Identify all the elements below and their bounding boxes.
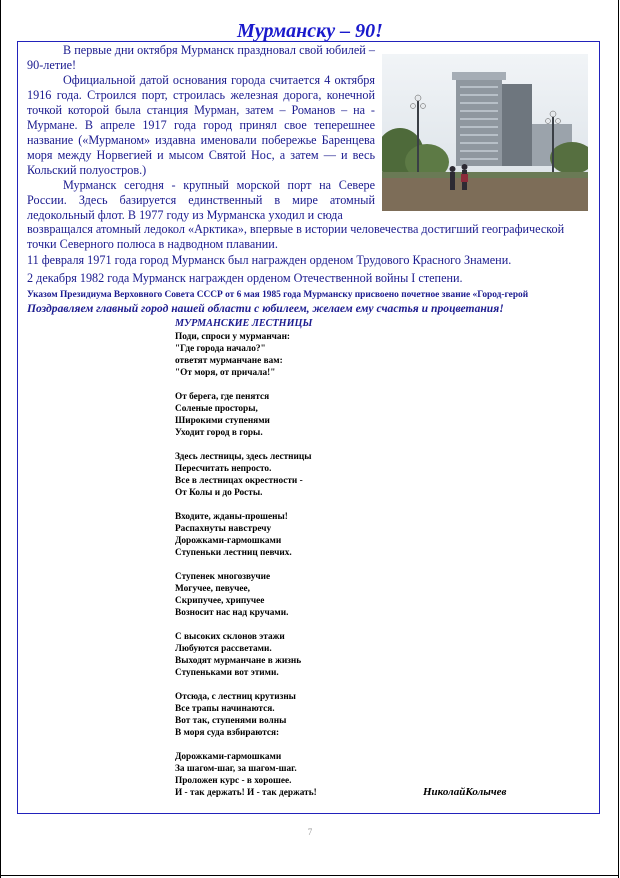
page-border-left bbox=[0, 0, 1, 878]
poem-line: "От моря, от причала!" bbox=[175, 368, 276, 378]
poem-line: Проложен курс - в хорошее. bbox=[175, 776, 292, 786]
city-photo bbox=[382, 54, 588, 211]
poem-line: Входите, жданы-прошены! bbox=[175, 512, 288, 522]
poem-title: МУРМАНСКИЕ ЛЕСТНИЦЫ bbox=[175, 318, 313, 329]
poem-line: Распахнуты навстречу bbox=[175, 524, 272, 534]
poem-line: Уходит город в горы. bbox=[175, 428, 263, 438]
arctic-line-2: точки Северного полюса в надводном плавании. bbox=[27, 237, 278, 251]
poem-line: За шагом-шаг, за шагом-шаг. bbox=[175, 764, 297, 774]
article-title: Мурманску – 90! bbox=[237, 20, 383, 42]
poem-line: Широкими ступенями bbox=[175, 416, 270, 426]
poem-line: Все трапы начинаются. bbox=[175, 704, 275, 714]
poem-stanza bbox=[175, 631, 415, 679]
poem-line: Скрипучее, хрипучее bbox=[175, 596, 265, 606]
poem-author: НиколайКолычев bbox=[423, 786, 507, 798]
poem-line: В моря суда взбираются: bbox=[175, 728, 280, 738]
arctic-line-1: возвращался атомный ледокол «Арктика», впервые в истории человечества достигший географической bbox=[27, 222, 565, 236]
poem-line: Ступеньки лестниц певчих. bbox=[175, 548, 292, 558]
poem-stanza bbox=[175, 451, 415, 499]
poem-stanza bbox=[175, 331, 415, 379]
arctic-lines bbox=[27, 222, 603, 252]
poem-line: Поди, спроси у мурманчан: bbox=[175, 332, 291, 342]
poem-line: Отсюда, с лестниц крутизны bbox=[175, 692, 296, 702]
poem-line: От Колы и до Росты. bbox=[175, 488, 263, 498]
poem-stanza bbox=[175, 391, 415, 439]
poem-line: Любуются рассветами. bbox=[175, 644, 272, 654]
poem-line: ответят мурманчане вам: bbox=[175, 356, 283, 366]
paragraph-founding: Официальной датой основания города считается 4 октября 1916 года. Строился порт, строилась железная дорога, конечной точкой которой была станция Мурман, затем – Романов – на - Мурмане. В апреле 1917 года город принял свое теперешнее название («Мурманом» издавна именовали побережье Баренцева моря между Норвегией и мысом Святой Нос, а затем — и весь Кольский полуостров.) bbox=[27, 73, 375, 177]
poem-line: "Где города начало?" bbox=[175, 344, 266, 354]
poem-line: От берега, где пенятся bbox=[175, 392, 270, 402]
poem-line: Выходят мурманчане в жизнь bbox=[175, 656, 302, 666]
congratulations-line: Поздравляем главный город нашей области с юбилеем, желаем ему счастья и процветания! bbox=[27, 302, 504, 315]
poem-line: Соленые просторы, bbox=[175, 404, 258, 414]
paragraph-today: Мурманск сегодня - крупный морской порт на Севере России. Здесь базируется единственный в мире атомный ледокольный флот. В 1977 году из Мурманска уходил и сюда bbox=[27, 178, 375, 222]
page-border-bottom bbox=[0, 875, 619, 876]
hero-city-decree-line: Указом Президиума Верховного Совета СССР от 6 мая 1985 года Мурманску присвоено почетное звание «Город-герой bbox=[27, 290, 529, 300]
poem-body bbox=[175, 331, 415, 811]
poem-line: Дорожками-гармошками bbox=[175, 536, 282, 546]
poem-line: Здесь лестницы, здесь лестницы bbox=[175, 452, 312, 462]
paragraph-jubilee: В первые дни октября Мурманск праздновал свой юбилей – 90-летие! bbox=[27, 43, 375, 72]
page-number: 7 bbox=[307, 827, 313, 837]
poem-stanza bbox=[175, 511, 415, 559]
poem-line: И - так держать! И - так держать! bbox=[175, 788, 317, 798]
award-1982-line: 2 декабря 1982 года Мурманск награжден орденом Отечественной войны I степени. bbox=[27, 271, 463, 285]
poem-line: Могучее, певучее, bbox=[175, 584, 250, 594]
poem-line: Ступенек многозвучие bbox=[175, 572, 271, 582]
poem-line: С высоких склонов этажи bbox=[175, 632, 285, 642]
poem-line: Пересчитать непросто. bbox=[175, 464, 272, 474]
award-1971-line: 11 февраля 1971 года город Мурманск был награжден орденом Трудового Красного Знамени. bbox=[27, 253, 512, 267]
article-body bbox=[27, 43, 375, 223]
poem-stanza bbox=[175, 751, 415, 799]
poem-line: Ступеньками вот этими. bbox=[175, 668, 279, 678]
poem-line: Вот так, ступенями волны bbox=[175, 716, 287, 726]
poem-line: Дорожками-гармошками bbox=[175, 752, 282, 762]
poem-stanza bbox=[175, 571, 415, 619]
poem-line: Возносит нас над кручами. bbox=[175, 608, 289, 618]
poem-stanza bbox=[175, 691, 415, 739]
page-border-right bbox=[618, 0, 619, 878]
poem-line: Все в лестницах окрестности - bbox=[175, 476, 303, 486]
